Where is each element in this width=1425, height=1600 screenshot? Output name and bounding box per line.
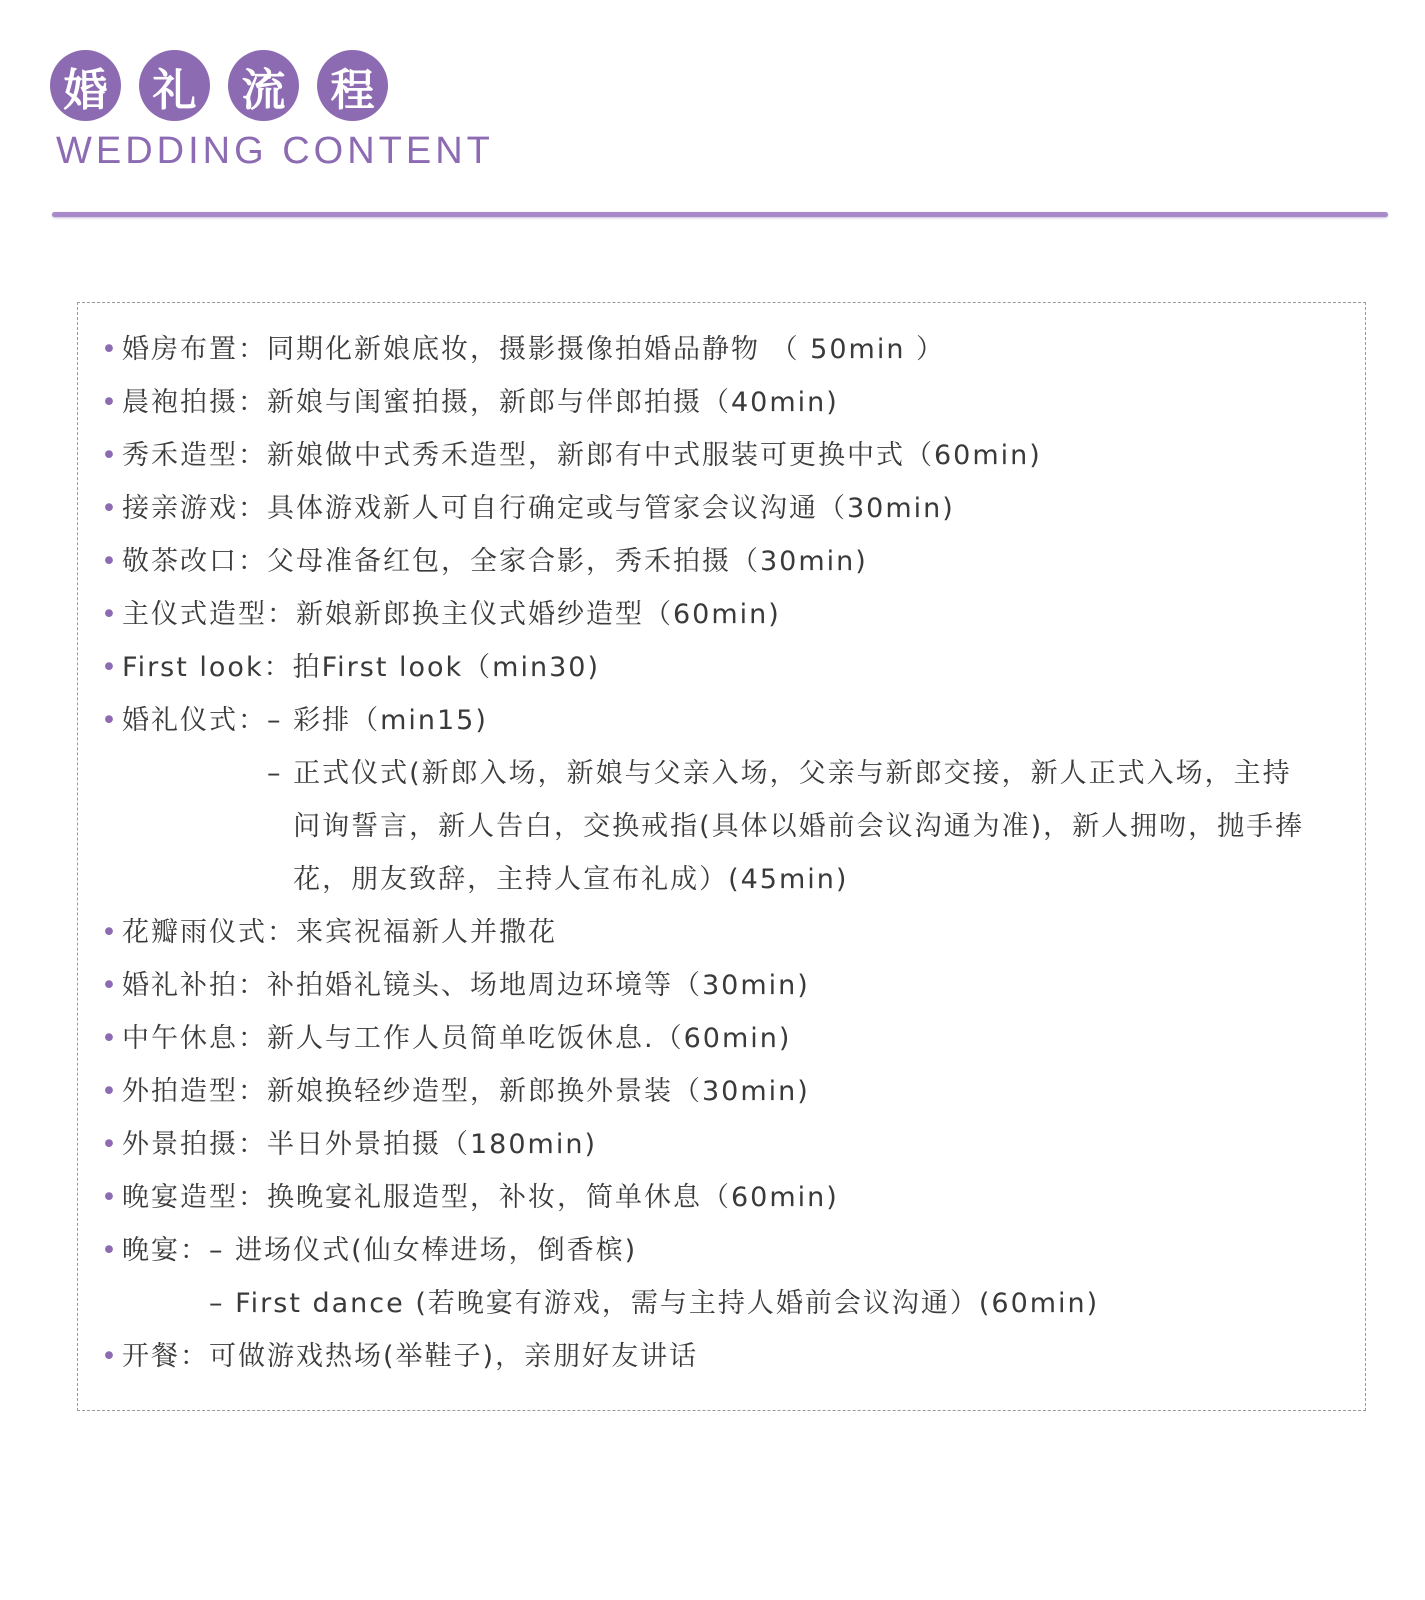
sub-item-text: First dance (若晚宴有游戏，需与主持人婚前会议沟通）(60min): [235, 1288, 1100, 1319]
title-char: 礼: [139, 50, 210, 121]
item-label: 晚宴：: [122, 1235, 209, 1266]
sub-item: [267, 694, 1319, 747]
list-item: [101, 694, 1351, 906]
item-label: 晚宴造型：: [122, 1182, 267, 1213]
item-text: 半日外景拍摄（180min): [267, 1129, 597, 1160]
item-label: 花瓣雨仪式：: [122, 917, 296, 948]
item-label: 晨袍拍摄：: [122, 387, 267, 418]
item-label: 接亲游戏：: [122, 493, 267, 524]
bullet-icon: •: [101, 1076, 119, 1107]
item-label: 婚礼仪式：: [122, 705, 267, 736]
bullet-icon: •: [101, 334, 119, 365]
list-item: [101, 906, 1351, 959]
bullet-icon: •: [101, 387, 119, 418]
dash-icon: –: [209, 1288, 236, 1319]
sub-list: [267, 694, 1319, 906]
bullet-icon: •: [101, 970, 119, 1001]
item-text: 来宾祝福新人并撒花: [296, 917, 557, 948]
item-text: 新娘与闺蜜拍摄，新郎与伴郎拍摄（40min): [267, 387, 839, 418]
page-title: [50, 50, 388, 121]
bullet-icon: •: [101, 599, 119, 630]
bullet-icon: •: [101, 1182, 119, 1213]
bullet-icon: •: [101, 652, 119, 683]
title-char: 程: [317, 50, 388, 121]
list-item: [101, 429, 1351, 482]
item-text: 可做游戏热场(举鞋子)，亲朋好友讲话: [209, 1341, 699, 1372]
title-char: 流: [228, 50, 299, 121]
bullet-icon: •: [101, 546, 119, 577]
item-label: 主仪式造型：: [122, 599, 296, 630]
item-label: 外拍造型：: [122, 1076, 267, 1107]
item-text: 同期化新娘底妆，摄影摄像拍婚品静物 （ 50min ）: [267, 334, 946, 365]
dash-icon: –: [267, 705, 294, 736]
sub-item: [267, 747, 1319, 906]
list-item: [101, 482, 1351, 535]
item-text: 具体游戏新人可自行确定或与管家会议沟通（30min): [267, 493, 955, 524]
header-divider: [52, 212, 1388, 217]
item-row: [122, 1224, 1351, 1330]
list-item: [101, 1065, 1351, 1118]
bullet-icon: •: [101, 1235, 119, 1266]
item-label: 敬茶改口：: [122, 546, 267, 577]
sub-item: [209, 1224, 1099, 1277]
item-text: 新娘换轻纱造型，新郎换外景装（30min): [267, 1076, 810, 1107]
dash-icon: –: [209, 1235, 236, 1266]
page-subtitle: WEDDING CONTENT: [56, 130, 494, 172]
item-row: [122, 694, 1351, 906]
dash-icon: –: [267, 758, 294, 789]
bullet-icon: •: [101, 440, 119, 471]
item-text: 新娘做中式秀禾造型，新郎有中式服装可更换中式（60min): [267, 440, 1042, 471]
list-item: [101, 588, 1351, 641]
bullet-icon: •: [101, 1341, 119, 1372]
sub-item-text: 进场仪式(仙女棒进场，倒香槟): [235, 1235, 638, 1266]
list-item: [101, 1118, 1351, 1171]
list-item: [101, 535, 1351, 588]
list-item: [101, 641, 1351, 694]
item-label: 婚房布置：: [122, 334, 267, 365]
list-item: [101, 1224, 1351, 1330]
item-text: 换晚宴礼服造型，补妆，简单休息（60min): [267, 1182, 839, 1213]
item-text: 父母准备红包，全家合影，秀禾拍摄（30min): [267, 546, 868, 577]
sub-item-text: 正式仪式(新郎入场，新娘与父亲入场，父亲与新郎交接，新人正式入场，主持问询誓言，新人告白，交换戒指(具体以婚前会议沟通为准)，新人拥吻，抛手捧花，朋友致辞，主持人宣布礼成）(45min): [293, 758, 1305, 895]
list-item: [101, 376, 1351, 429]
item-label: 中午休息：: [122, 1023, 267, 1054]
sub-item-text: 彩排（min15): [293, 705, 488, 736]
title-char: 婚: [50, 50, 121, 121]
bullet-icon: •: [101, 1129, 119, 1160]
bullet-icon: •: [101, 493, 119, 524]
item-text: 新娘新郎换主仪式婚纱造型（60min): [296, 599, 781, 630]
bullet-icon: •: [101, 1023, 119, 1054]
list-item: [101, 1330, 1351, 1383]
item-label: 秀禾造型：: [122, 440, 267, 471]
bullet-icon: •: [101, 705, 119, 736]
item-text: 新人与工作人员简单吃饭休息.（60min): [267, 1023, 792, 1054]
list-item: [101, 1012, 1351, 1065]
list-item: [101, 323, 1351, 376]
item-text: 补拍婚礼镜头、场地周边环境等（30min): [267, 970, 810, 1001]
item-label: First look：: [122, 652, 293, 683]
item-label: 外景拍摄：: [122, 1129, 267, 1160]
bullet-icon: •: [101, 917, 119, 948]
sub-list: [209, 1224, 1099, 1330]
item-text: 拍First look（min30): [292, 652, 600, 683]
item-label: 开餐：: [122, 1341, 209, 1372]
list-item: [101, 959, 1351, 1012]
list-item: [101, 1171, 1351, 1224]
schedule-box: [77, 302, 1366, 1411]
sub-item: [209, 1277, 1099, 1330]
schedule-list: [101, 323, 1351, 1383]
item-label: 婚礼补拍：: [122, 970, 267, 1001]
